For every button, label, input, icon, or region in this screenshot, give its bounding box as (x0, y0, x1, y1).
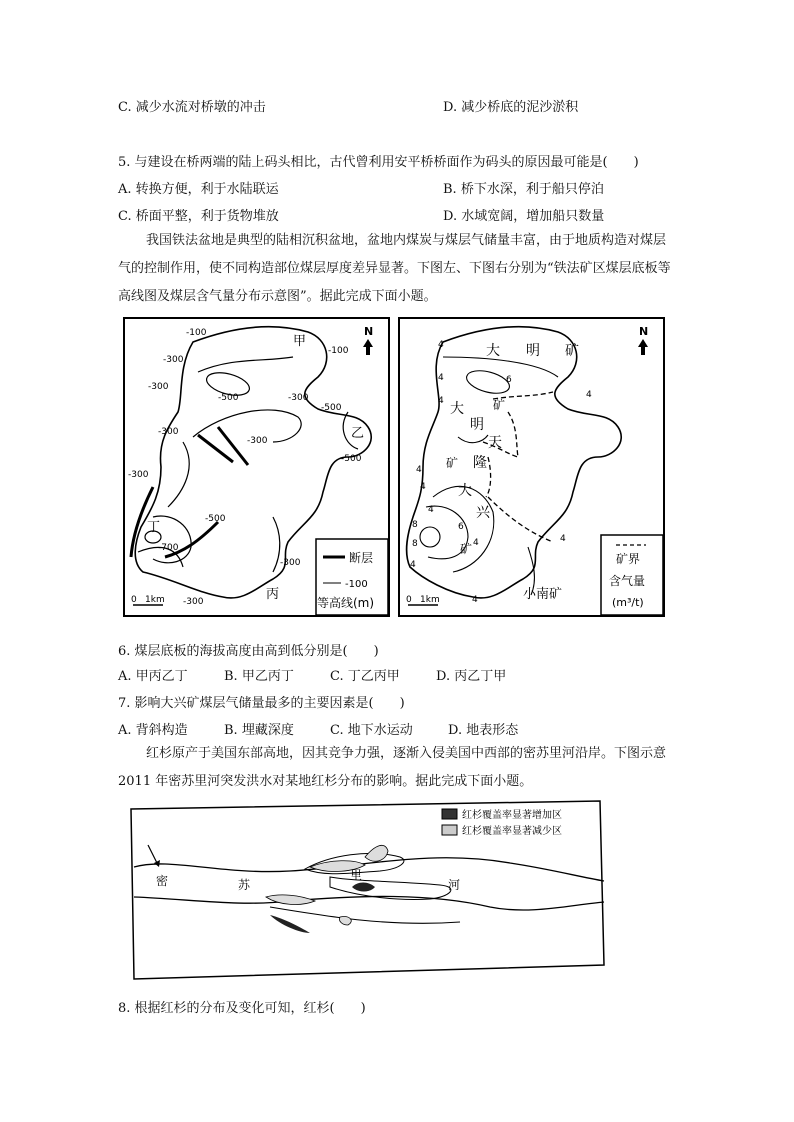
scale-zero: 0 (406, 595, 412, 605)
q7-option-b: B. 埋藏深度 (224, 723, 294, 738)
river-char: 密 (156, 874, 169, 888)
mine-xiaonan: 小南矿 (523, 587, 563, 602)
contour-value: -300 (148, 382, 169, 392)
mine-char: 明 (470, 417, 484, 433)
mine-char: 明 (526, 343, 540, 359)
contour-value: -300 (288, 393, 309, 403)
gas-value: 4 (428, 505, 434, 515)
gas-value: 4 (420, 482, 426, 492)
q4-option-d: D. 减少桥底的泥沙淤积 (443, 100, 579, 115)
legend-decrease: 红杉覆盖率显著减少区 (462, 826, 562, 837)
q5-stem: 5. 与建设在桥两端的陆上码头相比，古代曾利用安平桥桥面作为码头的原因最可能是( ) (118, 155, 639, 170)
north-label: N (639, 325, 649, 338)
gas-value: 6 (506, 375, 512, 385)
legend-fault: 断层 (349, 551, 374, 565)
legend-gas: 含气量 (609, 574, 646, 588)
q7-option-c: C. 地下水运动 (330, 723, 413, 738)
gas-value: 4 (560, 534, 566, 544)
q6-option-c: C. 丁乙丙甲 (330, 669, 400, 684)
contour-value: -300 (128, 470, 149, 480)
contour-value: -500 (205, 514, 226, 524)
missouri-river-map (130, 797, 614, 981)
label-ding: 丁 (147, 520, 161, 535)
mine-char: 矿 (446, 456, 459, 470)
contour-value: -100 (328, 346, 349, 356)
label-yi: 乙 (351, 426, 365, 441)
passage-tiefa-basin: 我国铁法盆地是典型的陆相沉积盆地，盆地内煤炭与煤层气储量丰富，由于地质构造对煤层气的控制作用，使不同构造部位煤层厚度差异显著。下图左、下图右分别为“铁法矿区煤层底板等高线图及煤层含气量分布示意图”。据此完成下面小题。 (118, 233, 671, 304)
contour-value: -300 (280, 558, 301, 568)
q7-stem: 7. 影响大兴矿煤层气储量最多的主要因素是( ) (118, 696, 405, 711)
north-label: N (364, 325, 374, 338)
mine-char: 矿 (565, 343, 579, 359)
mine-char: 大 (486, 343, 500, 359)
gas-value: 4 (438, 396, 444, 406)
mine-char: 矿 (460, 542, 473, 556)
legend-contour-value: -100 (345, 579, 368, 590)
gas-value: 4 (473, 538, 479, 548)
mine-char: 天 (488, 435, 502, 451)
coal-floor-contour-map (123, 317, 390, 617)
q7-option-a: A. 背斜构造 (118, 723, 188, 738)
q6-stem: 6. 煤层底板的海拔高度由高到低分别是( ) (118, 644, 379, 659)
gas-value: 4 (472, 595, 478, 605)
q5-option-b: B. 桥下水深，利于船只停泊 (443, 182, 604, 197)
gas-content-map (398, 317, 665, 617)
mine-char: 隆 (473, 455, 487, 471)
gas-value: 4 (586, 390, 592, 400)
scale-label: 1km (145, 595, 165, 605)
mine-char: 兴 (476, 505, 490, 521)
legend-unit: (m³/t) (612, 596, 644, 609)
q7-option-d: D. 地表形态 (448, 723, 519, 738)
river-char: 里 (350, 868, 363, 882)
gas-value: 6 (458, 522, 464, 532)
contour-value: -500 (321, 403, 342, 413)
mine-char: 矿 (493, 398, 506, 412)
q6-option-b: B. 甲乙丙丁 (224, 669, 294, 684)
river-char: 河 (448, 878, 461, 892)
decrease-legend-icon (442, 825, 457, 835)
mine-char: 大 (450, 401, 464, 417)
legend-boundary: 矿界 (616, 552, 641, 566)
q5-option-c: C. 桥面平整，利于货物堆放 (118, 209, 279, 224)
label-jia: 甲 (293, 334, 307, 349)
gas-value: 4 (438, 340, 444, 350)
mine-char: 大 (458, 483, 472, 499)
passage-redcedar: 红杉原产于美国东部高地，因其竞争力强，逐渐入侵美国中西部的密苏里河沿岸。下图示意 2011 年密苏里河突发洪水对某地红杉分布的影响。据此完成下面小题。 (118, 746, 667, 789)
contour-value: -300 (247, 436, 268, 446)
gas-value: 4 (410, 560, 416, 570)
contour-value: -300 (183, 597, 204, 607)
scale-label: 1km (420, 595, 440, 605)
q6-option-d: D. 丙乙丁甲 (436, 669, 507, 684)
q8-stem: 8. 根据红杉的分布及变化可知，红杉( ) (118, 1001, 366, 1016)
label-bing: 丙 (266, 587, 280, 602)
contour-value: -500 (218, 393, 239, 403)
q6-option-a: A. 甲丙乙丁 (118, 669, 188, 684)
contour-value: -700 (158, 543, 179, 553)
legend-increase: 红杉覆盖率显著增加区 (462, 810, 562, 821)
gas-value: 8 (412, 520, 418, 530)
q5-option-a: A. 转换方便，利于水陆联运 (118, 182, 279, 197)
q4-option-c: C. 减少水流对桥墩的冲击 (118, 100, 266, 115)
contour-value: -100 (186, 328, 207, 338)
contour-value: -300 (163, 355, 184, 365)
scale-zero: 0 (131, 595, 137, 605)
gas-value: 4 (438, 373, 444, 383)
gas-value: 4 (416, 465, 422, 475)
legend-contour: 等高线(m) (317, 596, 375, 610)
contour-value: -500 (341, 454, 362, 464)
increase-legend-icon (442, 809, 457, 819)
contour-value: -300 (158, 427, 179, 437)
gas-value: 8 (412, 539, 418, 549)
river-char: 苏 (238, 878, 251, 892)
q5-option-d: D. 水域宽阔，增加船只数量 (443, 209, 605, 224)
